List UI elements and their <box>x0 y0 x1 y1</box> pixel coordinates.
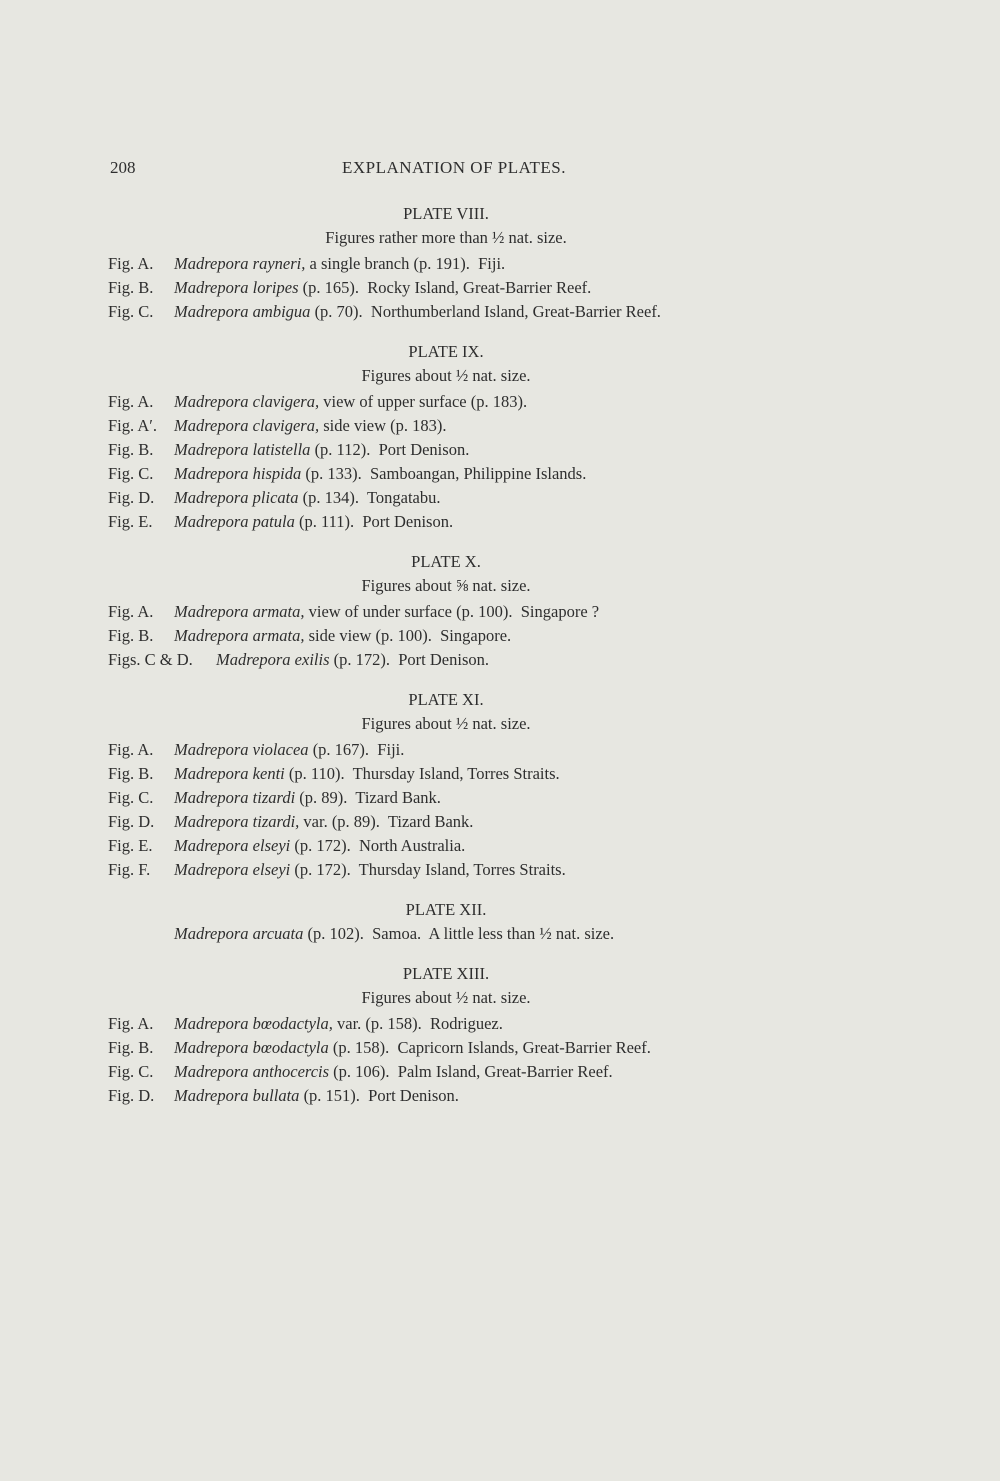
figure-details: a single branch (p. 191). Fiji. <box>305 254 506 273</box>
figure-description <box>174 600 599 624</box>
figure-description <box>174 834 465 858</box>
figure-entry <box>108 1084 828 1108</box>
figure-entry <box>108 510 828 534</box>
figure-label: Fig. D. <box>108 488 155 507</box>
figure-description <box>174 810 473 834</box>
plate-section <box>108 688 828 882</box>
figure-details: (p. 133). Samboangan, Philippine Islands. <box>301 464 587 483</box>
figure-details: (p. 172). North Australia. <box>290 836 466 855</box>
species-name: Madrepora exilis <box>216 650 330 669</box>
figure-label: Figs. C & D. <box>108 650 193 669</box>
plate-title: PLATE XIII. <box>402 964 490 983</box>
figure-label: Fig. C. <box>108 1062 154 1081</box>
figure-details: (p. 134). Tongatabu. <box>298 488 441 507</box>
figure-label: Fig. D. <box>108 812 155 831</box>
figure-entry <box>108 390 828 414</box>
species-name: Madrepora tizardi, <box>174 812 300 831</box>
species-name: Madrepora elseyi <box>174 860 291 879</box>
figure-description <box>174 390 527 414</box>
figure-details: (p. 106). Palm Island, Great-Barrier Reef. <box>329 1062 613 1081</box>
figure-description <box>174 510 453 534</box>
figure-description <box>174 738 404 762</box>
figure-label: Fig. A. <box>108 1014 154 1033</box>
plate-scale-note: Figures about ½ nat. size. <box>361 366 531 385</box>
figure-label: Fig. E. <box>108 512 153 531</box>
figure-details: (p. 111). Port Denison. <box>294 512 454 531</box>
figure-details: side view (p. 100). Singapore. <box>304 626 512 645</box>
plate-scale-note: Figures about ⅝ nat. size. <box>361 576 531 595</box>
figure-description <box>174 1036 651 1060</box>
species-name: Madrepora plicata <box>174 488 299 507</box>
figure-details: (p. 172). Port Denison. <box>329 650 489 669</box>
figure-details: (p. 110). Thursday Island, Torres Straits. <box>284 764 560 783</box>
figure-description <box>174 252 505 276</box>
figure-label: Fig. C. <box>108 464 154 483</box>
figure-description <box>174 762 560 786</box>
figure-details: var. (p. 89). Tizard Bank. <box>299 812 474 831</box>
figure-description <box>174 276 591 300</box>
figure-label: Fig. A. <box>108 392 154 411</box>
figure-entry <box>108 786 828 810</box>
figure-details: (p. 70). Northumberland Island, Great-Barrier Reef. <box>310 302 661 321</box>
figure-description <box>174 300 661 324</box>
figure-description <box>216 648 489 672</box>
figure-description <box>174 1012 503 1036</box>
figure-label: Fig. A. <box>108 254 154 273</box>
figure-label: Fig. B. <box>108 764 154 783</box>
species-name: Madrepora latistella <box>174 440 311 459</box>
plate-section <box>108 898 828 946</box>
figure-details: var. (p. 158). Rodriguez. <box>332 1014 503 1033</box>
plate-title: PLATE VIII. <box>403 204 489 223</box>
figure-entry <box>108 300 828 324</box>
figure-label: Fig. D. <box>108 1086 155 1105</box>
species-name: Madrepora armata, <box>174 626 305 645</box>
figure-label: Fig. C. <box>108 788 154 807</box>
figure-description <box>174 486 440 510</box>
figure-entry <box>108 762 828 786</box>
species-name: Madrepora bœodactyla <box>174 1038 329 1057</box>
plate-section <box>108 340 828 534</box>
figure-details: (p. 151). Port Denison. <box>299 1086 459 1105</box>
figure-description <box>174 1060 613 1084</box>
figure-details: (p. 102). Samoa. A little less than ½ nat. size. <box>303 924 615 943</box>
figure-entry <box>108 1036 828 1060</box>
running-title: EXPLANATION OF PLATES. <box>342 158 566 177</box>
figure-label: Fig. A. <box>108 740 154 759</box>
species-name: Madrepora bœodactyla, <box>174 1014 333 1033</box>
species-name: Madrepora anthocercis <box>174 1062 330 1081</box>
figure-details: (p. 167). Fiji. <box>308 740 405 759</box>
species-name: Madrepora rayneri, <box>174 254 306 273</box>
figure-label: Fig. B. <box>108 1038 154 1057</box>
species-name: Madrepora clavigera, <box>174 392 320 411</box>
figure-description <box>174 414 447 438</box>
figure-entry <box>108 252 828 276</box>
species-name: Madrepora violacea <box>174 740 309 759</box>
figure-details: side view (p. 183). <box>319 416 447 435</box>
figure-entry <box>108 858 828 882</box>
figure-entry <box>108 834 828 858</box>
plate-title: PLATE IX. <box>408 342 484 361</box>
page-number: 208 <box>110 158 136 177</box>
plate-title: PLATE XII. <box>405 900 487 919</box>
figure-entry <box>108 738 828 762</box>
figure-entry <box>108 624 828 648</box>
plates-explanation <box>108 202 828 1124</box>
species-name: Madrepora kenti <box>174 764 285 783</box>
figure-label: Fig. A′. <box>108 416 158 435</box>
plate-scale-note: Figures rather more than ½ nat. size. <box>325 228 567 247</box>
species-name: Madrepora elseyi <box>174 836 291 855</box>
figure-label: Fig. B. <box>108 278 154 297</box>
species-name: Madrepora patula <box>174 512 295 531</box>
species-name: Madrepora bullata <box>174 1086 300 1105</box>
figure-description <box>174 1084 459 1108</box>
figure-description <box>174 624 511 648</box>
figure-entry <box>108 462 828 486</box>
figure-description <box>174 462 586 486</box>
species-name: Madrepora armata, <box>174 602 305 621</box>
figure-entry <box>108 1060 828 1084</box>
plate-title: PLATE XI. <box>408 690 484 709</box>
figure-details: (p. 172). Thursday Island, Torres Straits. <box>290 860 566 879</box>
figure-details: (p. 89). Tizard Bank. <box>295 788 441 807</box>
figure-entry <box>108 486 828 510</box>
species-name: Madrepora hispida <box>174 464 302 483</box>
species-name: Madrepora arcuata <box>174 924 304 943</box>
figure-entry <box>108 810 828 834</box>
page-header <box>110 158 610 182</box>
figure-entry <box>108 276 828 300</box>
figure-entry <box>108 414 828 438</box>
species-name: Madrepora clavigera, <box>174 416 320 435</box>
figure-description <box>174 786 441 810</box>
figure-details: view of under surface (p. 100). Singapore ? <box>304 602 600 621</box>
figure-details: (p. 112). Port Denison. <box>310 440 470 459</box>
plate-scale-note: Figures about ½ nat. size. <box>361 714 531 733</box>
figure-entry <box>108 438 828 462</box>
figure-entry <box>108 1012 828 1036</box>
species-name: Madrepora ambigua <box>174 302 311 321</box>
figure-label: Fig. A. <box>108 602 154 621</box>
figure-entry <box>108 648 828 672</box>
species-name: Madrepora loripes <box>174 278 299 297</box>
single-figure-entry <box>108 922 828 946</box>
figure-description <box>174 438 469 462</box>
plate-title: PLATE X. <box>411 552 481 571</box>
figure-entry <box>108 600 828 624</box>
plate-scale-note: Figures about ½ nat. size. <box>361 988 531 1007</box>
figure-label: Fig. B. <box>108 440 154 459</box>
species-name: Madrepora tizardi <box>174 788 296 807</box>
figure-details: view of upper surface (p. 183). <box>319 392 528 411</box>
figure-details: (p. 158). Capricorn Islands, Great-Barrier Reef. <box>328 1038 651 1057</box>
figure-label: Fig. E. <box>108 836 153 855</box>
plate-section <box>108 202 828 324</box>
figure-label: Fig. B. <box>108 626 154 645</box>
figure-label: Fig. C. <box>108 302 154 321</box>
plate-section <box>108 550 828 672</box>
plate-section <box>108 962 828 1108</box>
figure-label: Fig. F. <box>108 860 151 879</box>
figure-details: (p. 165). Rocky Island, Great-Barrier Reef. <box>298 278 592 297</box>
figure-description <box>174 858 566 882</box>
